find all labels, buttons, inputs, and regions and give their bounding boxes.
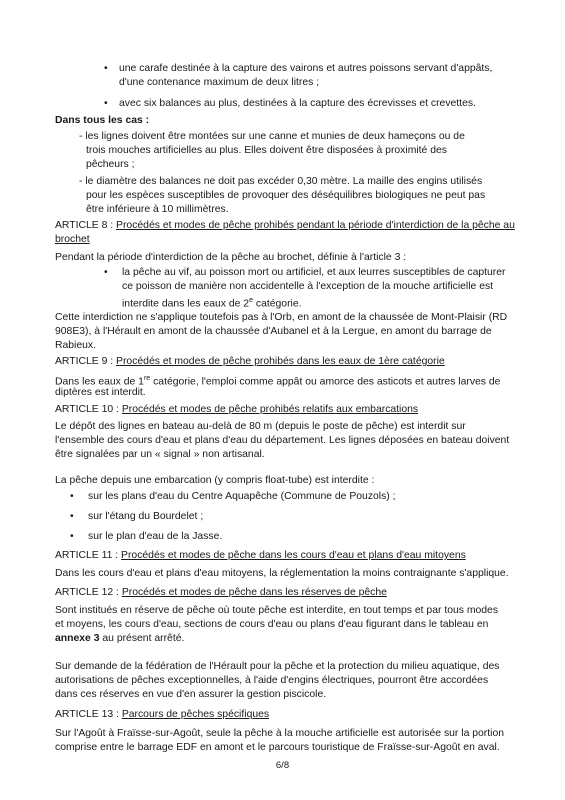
text-line: Pendant la période d'interdiction de la pêche au brochet, définie à l'article 3 : <box>55 252 407 263</box>
article-title: Parcours de pêches spécifiques <box>121 709 270 720</box>
text-line: Sont institués en réserve de pêche où toute pêche est interdite, en tout temps et par tous modes <box>55 605 499 616</box>
text-line: - les lignes doivent être montées sur une canne et munies de deux hameçons ou de <box>79 131 465 142</box>
article-title: brochet <box>55 234 90 245</box>
text-line: d'une contenance maximum de deux litres ; <box>119 77 320 88</box>
text-line: autorisations de pêches exceptionnelles, à l'aide d'engins électriques, pourront être accordées <box>55 675 489 686</box>
text-line: Dans les cours d'eau et plans d'eau mitoyens, la réglementation la moins contraignante s'applique. <box>55 568 509 579</box>
text-line: Cette interdiction ne s'applique toutefois pas à l'Orb, en amont de la chaussée de Mont-Plaisir (RD <box>55 312 508 323</box>
bullet-dot: • <box>104 267 108 278</box>
text-span: catégorie. <box>253 298 302 310</box>
bullet-dot: • <box>104 98 108 109</box>
text-line: Rabieux. <box>55 340 97 351</box>
text-line: la pêche au vif, au poisson mort ou artificiel, et aux leurres susceptibles de capturer <box>122 267 506 278</box>
article-number: ARTICLE 12 : <box>55 587 122 598</box>
article-heading <box>55 403 418 416</box>
text-line: l'ensemble des cours d'eau et plans d'eau du département. Les lignes déposées en bateau doivent <box>55 435 510 446</box>
article-number: ARTICLE 8 : <box>55 220 117 231</box>
text-span: au présent arrêté. <box>99 633 185 644</box>
article-heading <box>55 219 515 232</box>
text-line: Sur demande de la fédération de l'Hérault pour la pêche et la protection du milieu aquatique, des <box>55 661 500 672</box>
article-title: Procédés et modes de pêche dans les cours d'eau et plans d'eau mitoyens <box>121 550 466 561</box>
text-span: Dans les eaux de 1 <box>55 376 144 388</box>
text-line <box>55 632 184 645</box>
article-number: ARTICLE 10 : <box>55 404 122 415</box>
article-title: Procédés et modes de pêche dans les réserves de pêche <box>121 587 387 598</box>
text-line: La pêche depuis une embarcation (y compris float-tube) est interdite : <box>55 475 375 486</box>
list-item: sur le plan d'eau de la Jasse. <box>88 531 223 542</box>
section-heading: Dans tous les cas : <box>55 115 150 126</box>
text-line: pour les espèces susceptibles de provoquer des déséquilibres biologiques ne peut pas <box>86 190 486 201</box>
page-number: 6/8 <box>275 760 290 771</box>
text-line: dans ces réserves en vue d'en assurer la gestion piscicole. <box>55 689 327 700</box>
article-heading <box>55 586 387 599</box>
bullet-dot: • <box>70 531 74 542</box>
text-line: pêcheurs ; <box>86 159 135 170</box>
article-number: ARTICLE 11 : <box>55 550 122 561</box>
bold-reference: annexe 3 <box>55 633 100 644</box>
article-title: Procédés et modes de pêche prohibés pendant la période d'interdiction de la pêche au <box>116 220 515 231</box>
text-line: et moyens, les cours d'eau, sections de cours d'eau ou plans d'eau figurant dans le tableau en <box>55 619 489 630</box>
text-span: interdite dans les eaux de 2 <box>122 298 250 310</box>
list-item: sur l'étang du Bourdelet ; <box>88 511 204 522</box>
text-line <box>122 294 302 310</box>
bullet-dot: • <box>104 63 108 74</box>
text-line: diptères est interdit. <box>55 387 146 398</box>
bullet-dot: • <box>70 491 74 502</box>
list-item: sur les plans d'eau du Centre Aquapêche (Commune de Pouzols) ; <box>88 491 396 502</box>
article-heading <box>55 708 269 721</box>
text-line: être signalées par un « signal » non artisanal. <box>55 449 265 460</box>
superscript: re <box>143 375 151 382</box>
article-number: ARTICLE 13 : <box>55 709 122 720</box>
text-line: - le diamètre des balances ne doit pas excéder 0,30 mètre. La maille des engins utilisés <box>79 176 483 187</box>
text-line: avec six balances au plus, destinées à la capture des écrevisses et crevettes. <box>119 98 476 109</box>
superscript: e <box>249 297 253 304</box>
text-line: Le dépôt des lignes en bateau au-delà de 80 m (depuis le poste de pêche) est interdit sur <box>55 421 466 432</box>
bullet-dot: • <box>70 511 74 522</box>
text-line: être inférieure à 10 millimètres. <box>86 204 229 215</box>
text-line: comprise entre le barrage EDF en amont et le parcours touristique de Fraïsse-sur-Agoût en aval. <box>55 742 500 753</box>
article-title: Procédés et modes de pêche prohibés dans les eaux de 1ère catégorie <box>116 356 445 367</box>
text-span: catégorie, l'emploi comme appât ou amorce des asticots et autres larves de <box>150 376 501 388</box>
article-number: ARTICLE 9 : <box>55 356 117 367</box>
article-title: Procédés et modes de pêche prohibés relatifs aux embarcations <box>121 404 419 415</box>
text-line: trois mouches artificielles au plus. Elles doivent être disposées à proximité des <box>86 145 447 156</box>
article-heading <box>55 549 466 562</box>
text-line: ce poisson de manière non accidentelle à l'exception de la mouche artificielle est <box>122 281 494 292</box>
text-line: 908E3), à l'Hérault en amont de la chaussée d'Aubanel et à la Lergue, en amont du barrage de <box>55 326 492 337</box>
article-heading <box>55 355 445 368</box>
text-line: une carafe destinée à la capture des vairons et autres poissons servant d'appâts, <box>119 63 493 74</box>
text-line: Sur l'Agoût à Fraïsse-sur-Agoût, seule la pêche à la mouche artificielle est autorisée sur la portion <box>55 728 505 739</box>
